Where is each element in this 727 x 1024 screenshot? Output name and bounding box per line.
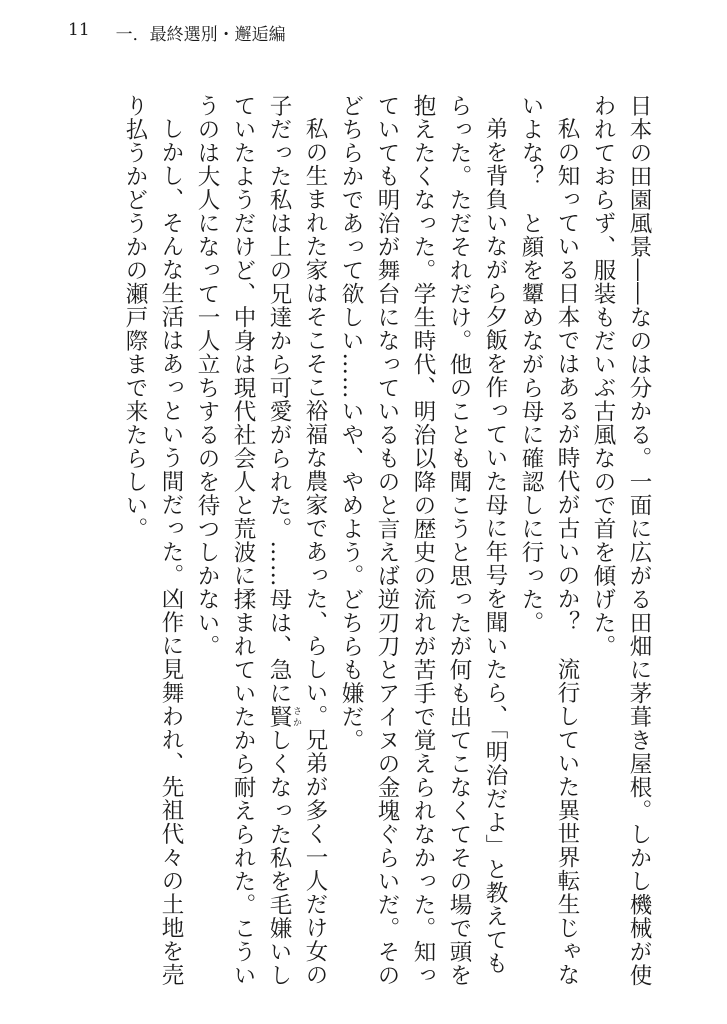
chapter-title: 一．最終選別・邂逅編: [115, 25, 286, 45]
paragraph-3: 弟を背負いながら夕飯を作っていた母に年号を聞いたら、「明治だよ」と教えてもらった。ただそれだけ。他のことも聞こうと思ったが何も出てこなくてその場で頭を抱えたくなった。学生時代、明治以降の歴史の流れが苦手で覚えられなかった。知っていても明治が舞台になっているものと言えば逆刃刀とアイヌの金塊ぐらいだ。そのどちらかであって欲しい……いや、やめよう。どちらも嫌だ。: [338, 94, 508, 987]
ruby-base: 賢: [266, 705, 292, 729]
paragraph-4-text-before: 私の生まれた家はそこそこ裕福な農家であった、らしい。兄弟が多く一人だけ女の子だった私は上の兄達から可愛がられた。……母は、急に: [266, 94, 328, 986]
paragraph-1: 日本の田園風景――なのは分かる。一面に広がる田畑に茅葺き屋根。しかし機械が使われておらず、服装もだいぶ古風なので首を傾げた。: [590, 94, 652, 987]
paragraph-4: [189, 94, 333, 994]
running-header: [68, 20, 286, 45]
furigana-ruby: [266, 705, 301, 729]
paragraph-4-text-after: しくなった私を毛嫌いしていたようだけど、中身は現代社会人と荒波に揉まれていたから耐えられた。こういうのは大人になって一人立ちするのを待つしかない。: [194, 94, 292, 987]
paragraph-5: しかし、そんな生活はあっという間だった。凶作に見舞われ、先祖代々の土地を売り払うかどうかの瀬戸際まで来たらしい。: [122, 94, 184, 986]
page-number: 11: [68, 20, 90, 40]
ruby-reading: さか: [291, 705, 301, 729]
vertical-body-text: [117, 94, 657, 994]
paragraph-2: 私の知っている日本ではあるが時代が古いのか？ 流行していた異世界転生じゃないよな？ と顔を顰めながら母に確認しに行った。: [518, 94, 580, 986]
